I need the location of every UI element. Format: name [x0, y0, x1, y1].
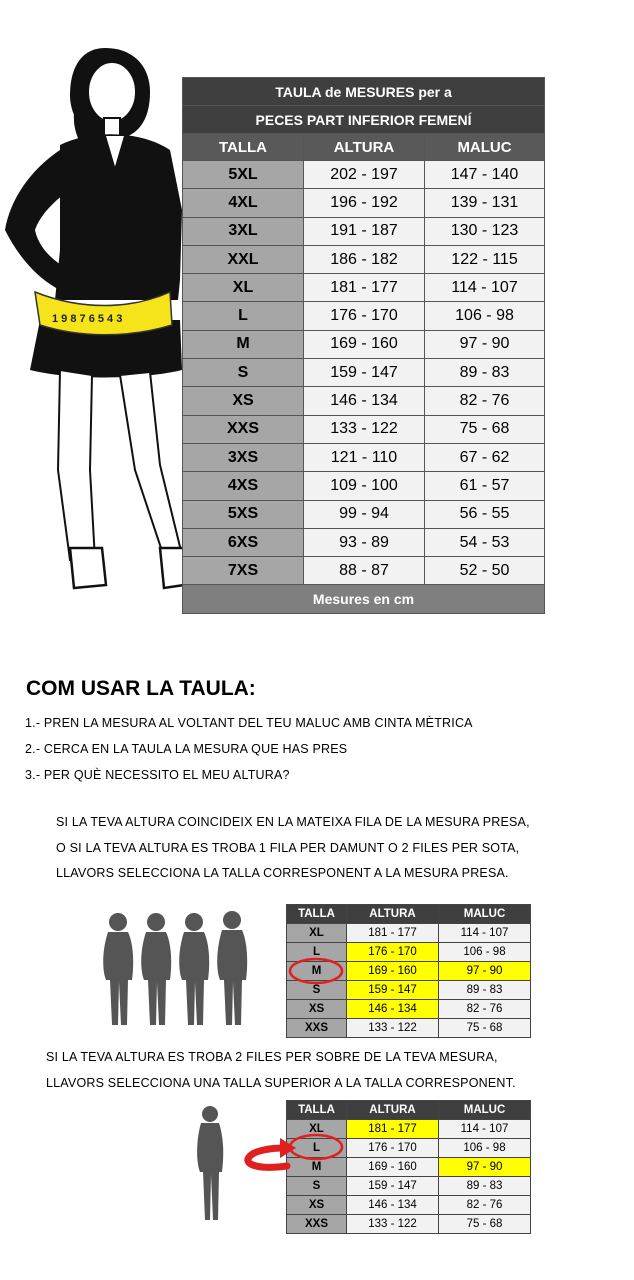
column-header-altura: ALTURA	[304, 134, 425, 161]
maluc-cell: 89 - 83	[425, 359, 545, 387]
ex1-header-altura: ALTURA	[347, 905, 439, 924]
table-row	[287, 924, 531, 943]
size-cell: XL	[287, 1120, 347, 1139]
altura-cell: 202 - 197	[304, 161, 425, 189]
altura-cell: 176 - 170	[347, 1139, 439, 1158]
table-row	[287, 1000, 531, 1019]
table-row	[183, 302, 545, 330]
table-row	[183, 330, 545, 358]
maluc-cell: 75 - 68	[425, 415, 545, 443]
maluc-cell: 97 - 90	[425, 330, 545, 358]
maluc-cell: 82 - 76	[425, 387, 545, 415]
maluc-cell: 54 - 53	[425, 528, 545, 556]
table-footer: Mesures en cm	[183, 585, 545, 614]
table-title-line2: PECES PART INFERIOR FEMENÍ	[183, 106, 545, 134]
size-cell: XL	[287, 924, 347, 943]
size-cell: 5XL	[183, 161, 304, 189]
size-cell: XS	[287, 1196, 347, 1215]
maluc-cell: 106 - 98	[439, 943, 531, 962]
single-woman-silhouette	[190, 1104, 230, 1222]
table-row	[183, 387, 545, 415]
table-row	[287, 1019, 531, 1038]
ex2-header-talla: TALLA	[287, 1101, 347, 1120]
altura-cell: 181 - 177	[347, 924, 439, 943]
maluc-cell: 89 - 83	[439, 1177, 531, 1196]
size-cell: M	[287, 962, 347, 981]
table-row	[183, 443, 545, 471]
silhouette-1	[103, 913, 133, 1025]
maluc-cell: 52 - 50	[425, 557, 545, 585]
maluc-cell: 122 - 115	[425, 245, 545, 273]
size-cell: M	[287, 1158, 347, 1177]
altura-cell: 169 - 160	[347, 962, 439, 981]
table-row	[183, 557, 545, 585]
maluc-cell: 67 - 62	[425, 443, 545, 471]
table-row	[287, 1196, 531, 1215]
column-header-talla: TALLA	[183, 134, 304, 161]
altura-cell: 159 - 147	[347, 1177, 439, 1196]
size-cell: XXS	[287, 1215, 347, 1234]
maluc-cell: 56 - 55	[425, 500, 545, 528]
para1-line3: LLAVORS SELECCIONA LA TALLA CORRESPONENT A LA MESURA PRESA.	[56, 866, 509, 880]
table-row	[183, 161, 545, 189]
size-cell: 7XS	[183, 557, 304, 585]
tape-digits: 1 9 8 7 6 5 4 3	[52, 313, 123, 325]
altura-cell: 146 - 134	[347, 1000, 439, 1019]
column-header-maluc: MALUC	[425, 134, 545, 161]
para1-line1: SI LA TEVA ALTURA COINCIDEIX EN LA MATEIXA FILA DE LA MESURA PRESA,	[56, 815, 530, 829]
altura-cell: 181 - 177	[304, 274, 425, 302]
maluc-cell: 61 - 57	[425, 472, 545, 500]
size-cell: M	[183, 330, 304, 358]
size-cell: XS	[183, 387, 304, 415]
size-cell: L	[183, 302, 304, 330]
table-row	[183, 217, 545, 245]
step-1: 1.- PREN LA MESURA AL VOLTANT DEL TEU MALUC AMB CINTA MÈTRICA	[25, 716, 473, 730]
altura-cell: 186 - 182	[304, 245, 425, 273]
size-cell: 6XS	[183, 528, 304, 556]
step-2: 2.- CERCA EN LA TAULA LA MESURA QUE HAS PRES	[25, 742, 348, 756]
altura-cell: 88 - 87	[304, 557, 425, 585]
altura-cell: 99 - 94	[304, 500, 425, 528]
maluc-cell: 75 - 68	[439, 1019, 531, 1038]
altura-cell: 121 - 110	[304, 443, 425, 471]
altura-cell: 146 - 134	[347, 1196, 439, 1215]
altura-cell: 169 - 160	[304, 330, 425, 358]
altura-cell: 191 - 187	[304, 217, 425, 245]
table-row	[183, 472, 545, 500]
size-cell: 5XS	[183, 500, 304, 528]
para1-line2: O SI LA TEVA ALTURA ES TROBA 1 FILA PER DAMUNT O 2 FILES PER SOTA,	[56, 841, 520, 855]
table-row	[183, 245, 545, 273]
altura-cell: 159 - 147	[347, 981, 439, 1000]
altura-cell: 181 - 177	[347, 1120, 439, 1139]
table-row	[183, 359, 545, 387]
maluc-cell: 130 - 123	[425, 217, 545, 245]
altura-cell: 93 - 89	[304, 528, 425, 556]
maluc-cell: 75 - 68	[439, 1215, 531, 1234]
ex2-header-altura: ALTURA	[347, 1101, 439, 1120]
size-table-body	[183, 161, 545, 585]
table-title-line1: TAULA de MESURES per a	[183, 78, 545, 106]
maluc-cell: 139 - 131	[425, 189, 545, 217]
size-cell: XXS	[183, 415, 304, 443]
size-cell: L	[287, 1139, 347, 1158]
size-cell: XXS	[287, 1019, 347, 1038]
ex2-header-maluc: MALUC	[439, 1101, 531, 1120]
para2-line2: LLAVORS SELECCIONA UNA TALLA SUPERIOR A LA TALLA CORRESPONENT.	[46, 1076, 516, 1090]
size-cell: XXL	[183, 245, 304, 273]
silhouette-4	[217, 911, 247, 1025]
size-cell: 3XS	[183, 443, 304, 471]
altura-cell: 196 - 192	[304, 189, 425, 217]
maluc-cell: 89 - 83	[439, 981, 531, 1000]
altura-cell: 109 - 100	[304, 472, 425, 500]
ex1-header-maluc: MALUC	[439, 905, 531, 924]
red-arrow-icon	[232, 1126, 352, 1181]
para2-line1: SI LA TEVA ALTURA ES TROBA 2 FILES PER SOBRE DE LA TEVA MESURA,	[46, 1050, 498, 1064]
size-cell: S	[183, 359, 304, 387]
red-circle-m	[286, 956, 346, 986]
table-row	[183, 189, 545, 217]
altura-cell: 133 - 122	[347, 1215, 439, 1234]
table-row	[183, 274, 545, 302]
maluc-cell: 114 - 107	[439, 924, 531, 943]
table-row	[183, 528, 545, 556]
maluc-cell: 82 - 76	[439, 1196, 531, 1215]
table-row	[183, 500, 545, 528]
maluc-cell: 114 - 107	[439, 1120, 531, 1139]
instructions-title: COM USAR LA TAULA:	[26, 677, 256, 700]
woman-measuring-illustration	[0, 40, 190, 600]
size-cell: XL	[183, 274, 304, 302]
altura-cell: 133 - 122	[304, 415, 425, 443]
size-cell: S	[287, 1177, 347, 1196]
four-women-silhouettes	[98, 910, 258, 1030]
maluc-cell: 97 - 90	[439, 962, 531, 981]
size-cell: XS	[287, 1000, 347, 1019]
ex1-header-talla: TALLA	[287, 905, 347, 924]
silhouette-2	[141, 913, 171, 1025]
maluc-cell: 97 - 90	[439, 1158, 531, 1177]
table-row	[183, 415, 545, 443]
maluc-cell: 147 - 140	[425, 161, 545, 189]
size-table	[182, 77, 545, 614]
altura-cell: 146 - 134	[304, 387, 425, 415]
altura-cell: 133 - 122	[347, 1019, 439, 1038]
altura-cell: 159 - 147	[304, 359, 425, 387]
maluc-cell: 106 - 98	[439, 1139, 531, 1158]
silhouette-3	[179, 913, 209, 1025]
maluc-cell: 114 - 107	[425, 274, 545, 302]
altura-cell: 176 - 170	[347, 943, 439, 962]
size-cell: L	[287, 943, 347, 962]
altura-cell: 176 - 170	[304, 302, 425, 330]
table-row	[287, 1215, 531, 1234]
size-cell: 4XL	[183, 189, 304, 217]
maluc-cell: 106 - 98	[425, 302, 545, 330]
altura-cell: 169 - 160	[347, 1158, 439, 1177]
maluc-cell: 82 - 76	[439, 1000, 531, 1019]
size-cell: 4XS	[183, 472, 304, 500]
step-3: 3.- PER QUÈ NECESSITO EL MEU ALTURA?	[25, 768, 290, 782]
size-cell: 3XL	[183, 217, 304, 245]
size-cell: S	[287, 981, 347, 1000]
